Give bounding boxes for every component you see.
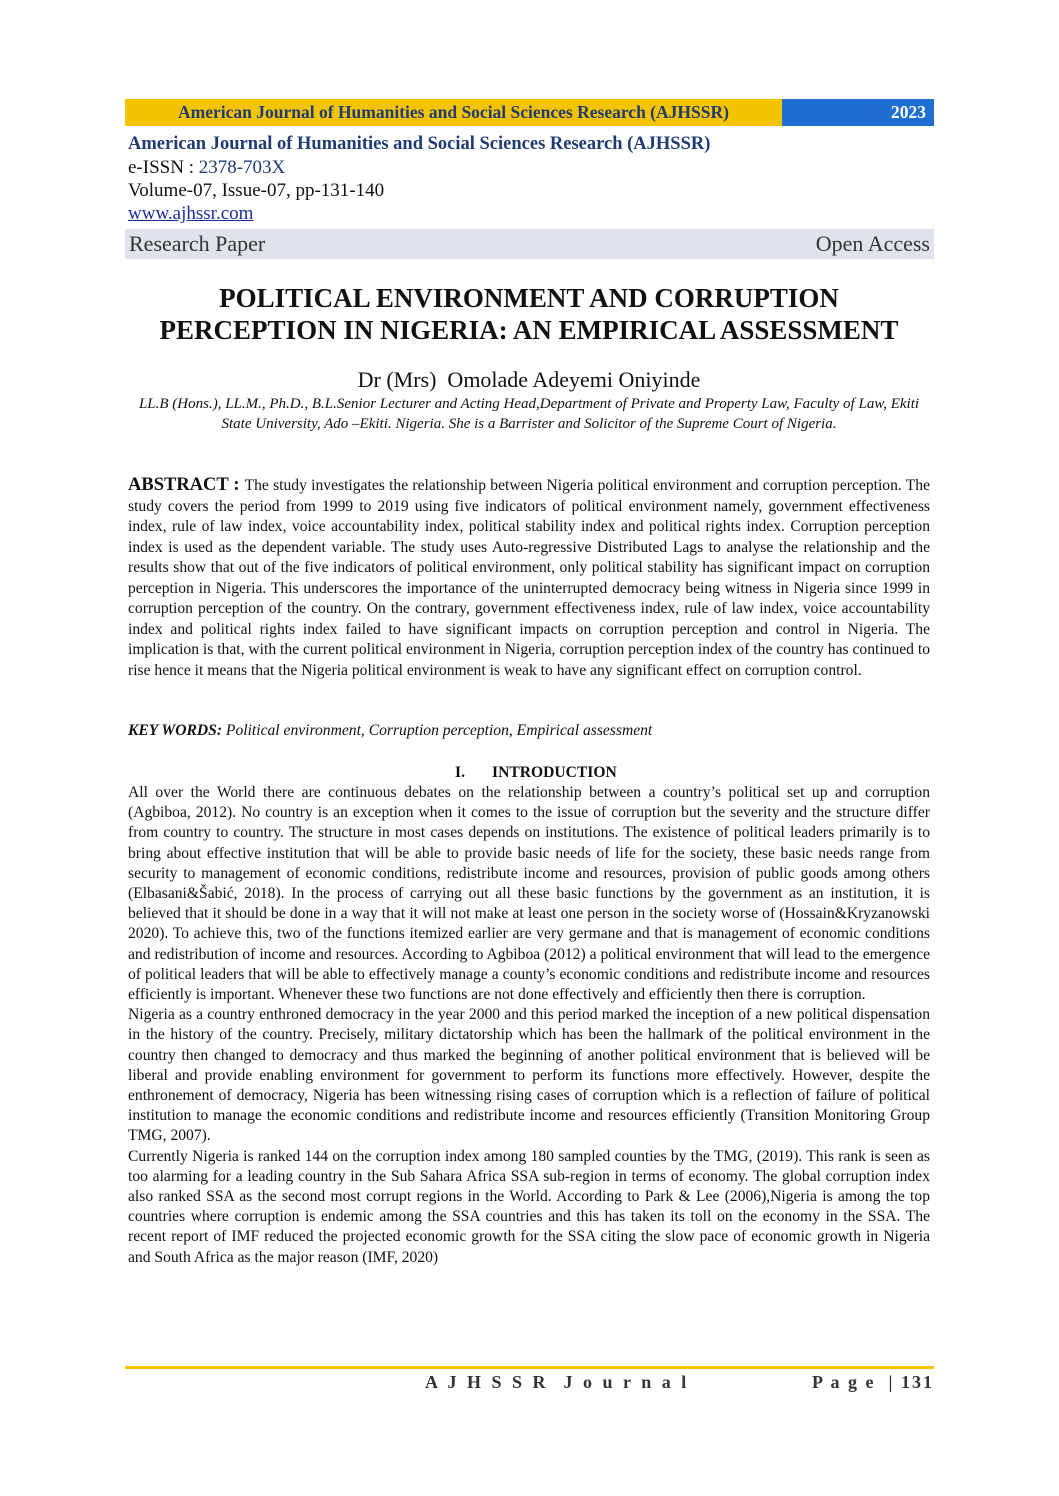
- footer-divider: [125, 1366, 934, 1369]
- keywords-label: KEY WORDS:: [128, 722, 223, 739]
- paragraph: Nigeria as a country enthroned democracy in the year 2000 and this period marked the inception of a new political dispensation in the history of the country. Precisely, military dictatorship which has been the hallmark of the political environment in the country then changed to democracy and thus marked the beginning of another political environment that is believed will be liberal and provide enabling environment for government to perform its functions more effectively. However, despite the enthronement of democracy, Nigeria has been witnessing rising cases of corruption which is a reflection of failure of political institution to manage the economic conditions and redistribute income and resources efficiently (Transition Monitoring Group TMG, 2007).: [128, 1006, 930, 1145]
- title-line-2: PERCEPTION IN NIGERIA: AN EMPIRICAL ASSESSMENT: [159, 315, 899, 345]
- website-link[interactable]: www.ajhssr.com: [128, 203, 254, 224]
- author-affiliation: LL.B (Hons.), LL.M., Ph.D., B.L.Senior Lecturer and Acting Head,Department of Private and Property Law, Faculty of Law, Ekiti State University, Ado –Ekiti. Nigeria. She is a Barrister and Solicitor of the Supreme Court of Nigeria.: [138, 396, 920, 432]
- keywords: [128, 722, 930, 740]
- paragraph: All over the World there are continuous debates on the relationship between a country’s political set up and corruption (Agbiboa, 2012). No country is an exception when it comes to the issue of corruption but the severity and the structure differ from country to country. The structure in most cases depends on institutions. The existence of political leaders primarily is to bring about effective institution that will be able to provide basic needs of life for the society, these basic needs range from security to management of economic conditions, redistribute income and resources, provision of public goods among others (Elbasani&Šabić, 2018). In the process of carrying out all these basic functions by the government as an institution, it is believed that it should be done in a way that it will not make at least one person in the society worse of (Hossain&Kryzanowski 2020). To achieve this, two of the functions itemized earlier are very germane and that is management of economic conditions and redistribution of income and resources. According to Agbiboa (2012) a political environment that will lead to the emergence of political leaders that will be able to effectively manage a county’s economic conditions and redistribute income and resources efficiently is important. Whenever these two functions are not done effectively and efficiently then there is corruption.: [128, 784, 930, 1004]
- section-title: INTRODUCTION: [492, 764, 617, 781]
- article-title: [128, 282, 930, 346]
- volume-info: Volume-07, Issue-07, pp-131-140: [128, 180, 385, 201]
- page-number: 131: [901, 1372, 934, 1392]
- paper-type-bar: [125, 229, 934, 259]
- introduction-body: [128, 783, 930, 1268]
- paper-type: Research Paper: [129, 231, 266, 256]
- journal-name: American Journal of Humanities and Social Sciences Research (AJHSSR): [128, 134, 711, 154]
- section-number: I.: [455, 764, 465, 781]
- abstract: [128, 475, 930, 681]
- abstract-text: The study investigates the relationship between Nigeria political environment and corruption perception. The study covers the period from 1999 to 2019 using five indicators of political environment namely, government effectiveness index, rule of law index, voice accountability index, political stability index and political rights index. Corruption perception index is used as the dependent variable. The study uses Auto-regressive Distributed Lags to analyse the relationship and the results show that out of the five indicators of political environment, only political stability has significant impact on corruption perception in Nigeria. This underscores the importance of the uninterrupted democracy being witness in Nigeria since 1999 in corruption perception of the country. On the contrary, government effectiveness index, rule of law index, voice accountability index and political rights index failed to have significant impacts on corruption perception and control in Nigeria. The implication is that, with the current political environment in Nigeria, corruption perception index of the country has continued to rise hence it means that the Nigeria political environment is weak to have any significant effect on corruption control.: [128, 477, 931, 679]
- header-year: 2023: [782, 99, 934, 126]
- title-line-1: POLITICAL ENVIRONMENT AND CORRUPTION: [219, 283, 839, 313]
- abstract-heading: ABSTRACT :: [128, 475, 245, 495]
- issn-label: e-ISSN :: [128, 157, 199, 178]
- page-label: P a g e |: [812, 1372, 901, 1392]
- author-name: Dr (Mrs) Omolade Adeyemi Oniyinde: [357, 367, 701, 392]
- running-header: [125, 99, 934, 126]
- access-type: Open Access: [815, 231, 930, 256]
- issn: [128, 156, 938, 179]
- keywords-text: Political environment, Corruption perception, Empirical assessment: [222, 722, 653, 739]
- footer-page: [812, 1372, 934, 1393]
- header-journal-name: American Journal of Humanities and Social Sciences Research (AJHSSR): [125, 99, 782, 126]
- masthead: [128, 133, 938, 225]
- paragraph: Currently Nigeria is ranked 144 on the corruption index among 180 sampled counties by the TMG, (2019). This rank is seen as too alarming for a leading country in the Sub Sahara Africa SSA sub-region in terms of economy. The global corruption index also ranked SSA as the second most corrupt regions in the World. According to Park & Lee (2006),Nigeria is among the top countries where corruption is endemic among the SSA countries and this has taken its toll on the economy in the SSA. The recent report of IMF reduced the projected economic growth for the SSA citing the slow pace of economic growth in Nigeria and South Africa as the major reason (IMF, 2020): [128, 1147, 930, 1266]
- footer-journal: A J H S S R J o u r n a l: [425, 1372, 690, 1392]
- issn-number: 2378-703X: [198, 157, 286, 178]
